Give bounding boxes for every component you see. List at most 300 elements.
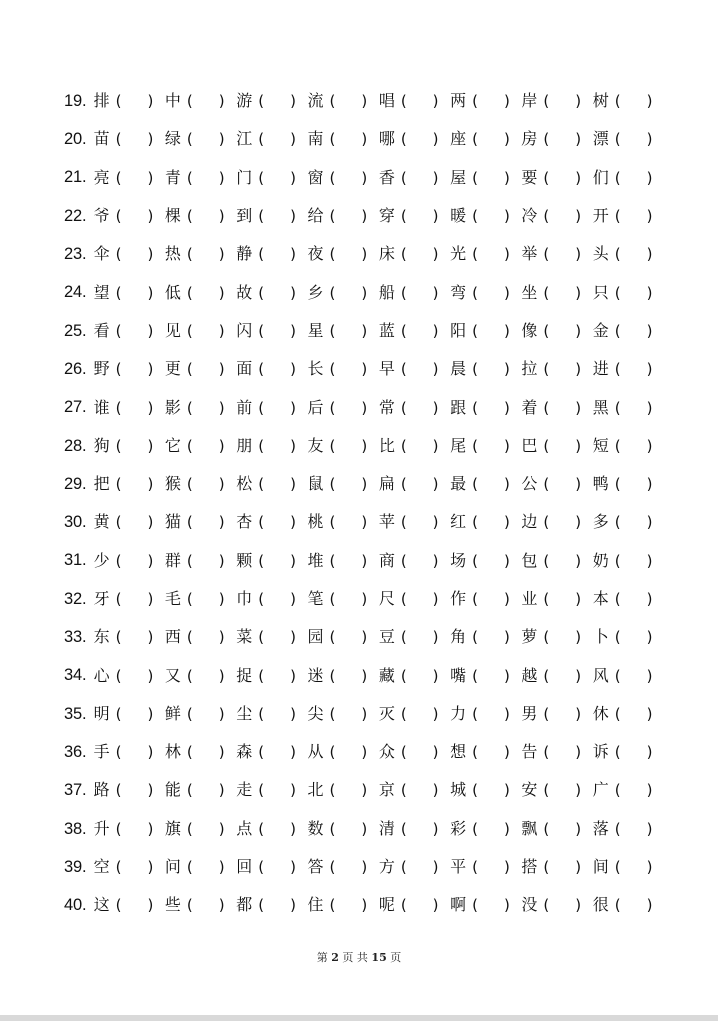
char-blank-cell — [165, 744, 236, 760]
char-blank-cell — [307, 550, 379, 570]
hanzi-character: 阳 — [450, 320, 467, 340]
close-paren: ) — [218, 513, 225, 532]
close-paren: ) — [646, 743, 653, 762]
hanzi-character: 安 — [521, 780, 538, 800]
close-paren: ) — [218, 168, 225, 187]
hanzi-character: 弯 — [450, 282, 467, 302]
close-paren: ) — [218, 436, 225, 455]
row-number: 31. — [64, 551, 87, 570]
char-blank-cell — [521, 476, 592, 492]
open-paren: ( — [400, 551, 407, 570]
open-paren: ( — [472, 245, 478, 264]
page-footer — [0, 949, 718, 965]
close-paren: ) — [503, 858, 510, 877]
char-blank-cell — [94, 897, 165, 913]
open-paren: ( — [472, 475, 478, 494]
hanzi-character: 狗 — [93, 435, 110, 455]
hanzi-character: 尖 — [307, 703, 324, 723]
hanzi-character: 笔 — [307, 589, 324, 608]
hanzi-character: 友 — [307, 435, 324, 455]
close-paren: ) — [503, 513, 510, 532]
open-paren: ( — [186, 321, 193, 340]
char-blank-cell — [94, 361, 165, 377]
hanzi-character: 尺 — [378, 589, 395, 608]
close-paren: ) — [432, 360, 439, 379]
char-blank-cell — [378, 167, 450, 187]
close-paren: ) — [361, 92, 368, 111]
char-blank-cell — [165, 93, 236, 109]
char-blank-cell — [308, 246, 379, 262]
char-blank-cell — [236, 782, 307, 798]
hanzi-character: 想 — [450, 742, 467, 762]
char-blank-cell — [165, 361, 236, 377]
hanzi-character: 晨 — [450, 359, 467, 379]
close-paren: ) — [361, 283, 368, 302]
open-paren: ( — [614, 436, 621, 455]
char-blank-cell — [165, 476, 236, 492]
hanzi-character: 堆 — [307, 550, 324, 570]
close-paren: ) — [147, 245, 154, 264]
close-paren: ) — [432, 283, 439, 302]
close-paren: ) — [290, 475, 296, 494]
hanzi-character: 方 — [378, 857, 395, 877]
hanzi-character: 灭 — [378, 703, 395, 723]
char-blank-cell — [378, 703, 450, 723]
close-paren: ) — [646, 168, 653, 187]
char-blank-cell — [593, 208, 664, 224]
close-paren: ) — [575, 551, 582, 570]
hanzi-character: 毛 — [164, 589, 181, 608]
char-blank-cell — [308, 208, 379, 224]
close-paren: ) — [646, 245, 653, 264]
char-blank-cell — [307, 703, 379, 723]
close-paren: ) — [218, 321, 225, 340]
char-blank-cell — [379, 591, 450, 607]
close-paren: ) — [575, 168, 582, 187]
close-paren: ) — [218, 819, 225, 838]
hanzi-character: 商 — [378, 550, 395, 570]
hanzi-character: 常 — [378, 397, 395, 417]
char-blank-cell — [450, 629, 521, 645]
open-paren: ( — [186, 207, 193, 226]
open-paren: ( — [472, 590, 478, 608]
char-blank-cell — [236, 282, 307, 302]
char-blank-cell — [521, 361, 592, 377]
char-blank-cell — [521, 282, 592, 302]
open-paren: ( — [115, 743, 122, 762]
open-paren: ( — [186, 513, 193, 532]
open-paren: ( — [258, 704, 265, 723]
exercise-row — [64, 120, 664, 158]
char-blank-cell — [593, 782, 664, 798]
char-blank-cell — [307, 282, 379, 302]
open-paren: ( — [614, 92, 621, 111]
open-paren: ( — [329, 436, 336, 455]
open-paren: ( — [186, 858, 193, 877]
open-paren: ( — [472, 92, 478, 111]
hanzi-character: 力 — [450, 703, 467, 723]
char-blank-cell — [521, 818, 592, 838]
char-blank-cell — [593, 744, 664, 760]
close-paren: ) — [290, 168, 296, 187]
hanzi-character: 江 — [236, 129, 253, 149]
hanzi-character: 呢 — [378, 895, 395, 915]
close-paren: ) — [575, 321, 582, 340]
close-paren: ) — [646, 283, 653, 302]
char-blank-cell — [450, 818, 521, 838]
char-blank-cell — [450, 131, 521, 147]
open-paren: ( — [472, 168, 478, 187]
char-blank-cell — [93, 550, 165, 570]
open-paren: ( — [400, 743, 407, 762]
open-paren: ( — [400, 666, 407, 685]
open-paren: ( — [258, 551, 265, 570]
close-paren: ) — [147, 743, 154, 762]
open-paren: ( — [614, 321, 621, 340]
page-bottom-divider — [0, 1015, 718, 1021]
hanzi-character: 业 — [521, 589, 538, 608]
close-paren: ) — [503, 130, 510, 149]
row-number: 20. — [64, 130, 87, 149]
close-paren: ) — [575, 436, 582, 455]
hanzi-character: 座 — [450, 129, 467, 149]
char-blank-cell — [450, 246, 521, 262]
open-paren: ( — [258, 245, 265, 264]
char-blank-cell — [521, 703, 592, 723]
char-blank-cell — [308, 782, 379, 798]
hanzi-character: 牙 — [93, 589, 110, 608]
char-blank-cell — [165, 131, 236, 147]
hanzi-character: 搭 — [521, 857, 538, 877]
close-paren: ) — [432, 666, 439, 685]
open-paren: ( — [543, 590, 550, 608]
open-paren: ( — [614, 398, 621, 417]
char-blank-cell — [94, 859, 165, 875]
close-paren: ) — [575, 475, 582, 494]
close-paren: ) — [147, 436, 154, 455]
hanzi-character: 问 — [164, 857, 181, 877]
char-blank-cell — [93, 320, 165, 340]
hanzi-character: 休 — [592, 703, 609, 723]
exercise-row — [64, 273, 664, 311]
hanzi-character: 北 — [307, 780, 324, 800]
char-blank-cell — [592, 550, 664, 570]
char-blank-cell — [379, 744, 450, 760]
open-paren: ( — [329, 858, 336, 877]
close-paren: ) — [147, 207, 154, 226]
hanzi-character: 飘 — [521, 818, 538, 838]
open-paren: ( — [543, 858, 550, 877]
row-number: 22. — [64, 206, 87, 225]
close-paren: ) — [147, 513, 154, 532]
close-paren: ) — [432, 321, 439, 340]
char-blank-cell — [592, 282, 664, 302]
hanzi-character: 要 — [521, 167, 538, 187]
hanzi-character: 告 — [521, 742, 538, 762]
close-paren: ) — [503, 666, 510, 685]
hanzi-character: 屋 — [450, 167, 467, 187]
open-paren: ( — [543, 704, 550, 723]
close-paren: ) — [646, 628, 653, 647]
close-paren: ) — [575, 513, 582, 532]
row-number: 33. — [64, 628, 87, 647]
hanzi-character: 尘 — [236, 703, 253, 723]
char-blank-cell — [593, 591, 664, 607]
char-blank-cell — [236, 665, 307, 685]
close-paren: ) — [361, 398, 368, 417]
open-paren: ( — [400, 130, 407, 149]
close-paren: ) — [432, 245, 439, 264]
hanzi-character: 光 — [450, 244, 467, 264]
exercise-row — [64, 542, 664, 580]
close-paren: ) — [218, 475, 225, 494]
char-blank-cell — [378, 320, 450, 340]
char-blank-cell — [308, 744, 379, 760]
hanzi-character: 影 — [164, 397, 181, 417]
open-paren: ( — [472, 704, 478, 723]
hanzi-character: 穿 — [378, 206, 395, 226]
open-paren: ( — [543, 283, 550, 302]
hanzi-character: 边 — [521, 512, 538, 532]
char-blank-cell — [521, 665, 592, 685]
close-paren: ) — [361, 436, 368, 455]
char-blank-cell — [593, 629, 664, 645]
hanzi-character: 短 — [592, 435, 609, 455]
hanzi-character: 给 — [307, 206, 324, 226]
hanzi-character: 角 — [450, 627, 467, 647]
open-paren: ( — [329, 704, 336, 723]
close-paren: ) — [432, 130, 439, 149]
char-blank-cell — [450, 897, 521, 913]
hanzi-character: 热 — [164, 244, 181, 264]
hanzi-character: 到 — [236, 206, 253, 226]
char-blank-cell — [236, 591, 307, 607]
close-paren: ) — [503, 360, 510, 379]
close-paren: ) — [503, 551, 510, 570]
hanzi-character: 颗 — [236, 550, 253, 570]
open-paren: ( — [329, 92, 336, 111]
hanzi-character: 野 — [93, 359, 110, 379]
hanzi-character: 数 — [307, 818, 324, 838]
open-paren: ( — [329, 168, 336, 187]
hanzi-character: 绿 — [164, 129, 181, 149]
char-blank-cell — [593, 361, 664, 377]
char-blank-cell — [93, 282, 165, 302]
char-blank-cell — [379, 361, 450, 377]
char-blank-cell — [93, 167, 165, 187]
char-blank-cell — [521, 167, 592, 187]
open-paren: ( — [543, 130, 550, 149]
char-blank-cell — [521, 629, 592, 645]
hanzi-character: 举 — [521, 244, 538, 264]
close-paren: ) — [361, 704, 368, 723]
close-paren: ) — [290, 321, 296, 340]
exercise-row — [64, 503, 664, 541]
close-paren: ) — [646, 398, 653, 417]
open-paren: ( — [400, 704, 407, 723]
hanzi-character: 唱 — [378, 91, 395, 111]
char-blank-cell — [593, 859, 664, 875]
char-blank-cell — [236, 435, 307, 455]
row-number: 24. — [64, 283, 87, 302]
close-paren: ) — [432, 207, 439, 226]
char-blank-cell — [378, 282, 450, 302]
row-number: 40. — [64, 896, 87, 915]
char-blank-cell — [307, 435, 379, 455]
open-paren: ( — [614, 168, 621, 187]
footer-middle: 页 共 — [342, 951, 368, 964]
char-blank-cell — [308, 629, 379, 645]
char-blank-cell — [94, 93, 165, 109]
hanzi-character: 黑 — [592, 397, 609, 417]
hanzi-character: 进 — [592, 359, 609, 379]
hanzi-character: 床 — [378, 244, 395, 264]
hanzi-character: 漂 — [592, 129, 609, 149]
close-paren: ) — [361, 551, 368, 570]
close-paren: ) — [218, 92, 225, 111]
char-blank-cell — [308, 591, 379, 607]
char-blank-cell — [93, 665, 165, 685]
hanzi-character: 迷 — [307, 665, 324, 685]
open-paren: ( — [186, 398, 193, 417]
hanzi-character: 路 — [93, 780, 110, 800]
char-blank-cell — [94, 246, 165, 262]
close-paren: ) — [290, 360, 296, 379]
close-paren: ) — [290, 130, 296, 149]
hanzi-character: 猴 — [164, 474, 181, 494]
close-paren: ) — [147, 551, 154, 570]
exercise-row — [64, 350, 664, 388]
char-blank-cell — [450, 208, 521, 224]
char-blank-cell — [450, 591, 521, 607]
row-number: 28. — [64, 436, 87, 455]
close-paren: ) — [432, 436, 439, 455]
hanzi-character: 又 — [164, 665, 181, 685]
char-blank-cell — [593, 476, 664, 492]
close-paren: ) — [503, 436, 510, 455]
hanzi-character: 苹 — [378, 512, 395, 532]
close-paren: ) — [575, 666, 582, 685]
open-paren: ( — [400, 245, 407, 264]
close-paren: ) — [218, 207, 225, 226]
close-paren: ) — [432, 475, 439, 494]
open-paren: ( — [115, 551, 122, 570]
char-blank-cell — [94, 514, 165, 530]
open-paren: ( — [115, 245, 122, 264]
close-paren: ) — [290, 858, 296, 877]
close-paren: ) — [575, 858, 582, 877]
char-blank-cell — [164, 282, 236, 302]
hanzi-character: 中 — [164, 91, 181, 111]
close-paren: ) — [503, 628, 510, 647]
footer-page-number: 2 — [331, 951, 339, 964]
close-paren: ) — [361, 168, 368, 187]
hanzi-character: 清 — [378, 818, 395, 838]
open-paren: ( — [614, 743, 621, 762]
close-paren: ) — [361, 590, 368, 608]
close-paren: ) — [290, 743, 296, 762]
char-blank-cell — [521, 397, 592, 417]
close-paren: ) — [432, 590, 439, 608]
close-paren: ) — [290, 704, 296, 723]
exercise-row — [64, 618, 664, 656]
hanzi-character: 都 — [236, 895, 253, 915]
close-paren: ) — [290, 628, 296, 647]
hanzi-character: 前 — [236, 397, 253, 417]
hanzi-character: 西 — [164, 627, 181, 647]
open-paren: ( — [258, 896, 265, 915]
close-paren: ) — [646, 360, 653, 379]
close-paren: ) — [432, 743, 439, 762]
open-paren: ( — [258, 321, 265, 340]
open-paren: ( — [472, 551, 478, 570]
close-paren: ) — [361, 666, 368, 685]
char-blank-cell — [236, 246, 307, 262]
close-paren: ) — [290, 781, 296, 800]
open-paren: ( — [186, 551, 193, 570]
close-paren: ) — [646, 130, 653, 149]
open-paren: ( — [614, 513, 621, 532]
hanzi-character: 奶 — [592, 550, 609, 570]
row-number: 23. — [64, 245, 87, 264]
hanzi-character: 啊 — [450, 895, 467, 915]
open-paren: ( — [186, 475, 193, 494]
open-paren: ( — [258, 666, 265, 685]
exercise-row — [64, 656, 664, 694]
close-paren: ) — [147, 92, 154, 111]
close-paren: ) — [218, 360, 225, 379]
char-blank-cell — [592, 818, 664, 838]
open-paren: ( — [543, 513, 550, 532]
open-paren: ( — [472, 858, 478, 877]
hanzi-character: 从 — [307, 742, 324, 762]
close-paren: ) — [575, 130, 582, 149]
open-paren: ( — [186, 130, 193, 149]
open-paren: ( — [400, 360, 407, 379]
open-paren: ( — [258, 513, 265, 532]
close-paren: ) — [290, 436, 296, 455]
char-blank-cell — [592, 435, 664, 455]
close-paren: ) — [646, 858, 653, 877]
char-blank-cell — [378, 665, 450, 685]
open-paren: ( — [472, 130, 478, 149]
open-paren: ( — [614, 781, 621, 800]
close-paren: ) — [290, 513, 296, 532]
char-blank-cell — [450, 167, 521, 187]
exercise-rows — [64, 82, 664, 925]
hanzi-character: 回 — [236, 857, 253, 877]
close-paren: ) — [218, 283, 225, 302]
char-blank-cell — [165, 514, 236, 530]
hanzi-character: 巾 — [236, 589, 253, 608]
row-number: 29. — [64, 474, 87, 493]
hanzi-character: 走 — [236, 780, 253, 800]
open-paren: ( — [614, 666, 621, 685]
close-paren: ) — [503, 168, 510, 187]
char-blank-cell — [450, 782, 521, 798]
hanzi-character: 场 — [450, 550, 467, 570]
close-paren: ) — [147, 781, 154, 800]
char-blank-cell — [93, 818, 165, 838]
hanzi-character: 平 — [450, 857, 467, 877]
char-blank-cell — [521, 514, 592, 530]
hanzi-character: 捉 — [236, 665, 253, 685]
hanzi-character: 看 — [93, 320, 110, 340]
char-blank-cell — [308, 131, 379, 147]
char-blank-cell — [94, 591, 165, 607]
hanzi-character: 长 — [307, 359, 324, 379]
hanzi-character: 故 — [236, 282, 253, 302]
